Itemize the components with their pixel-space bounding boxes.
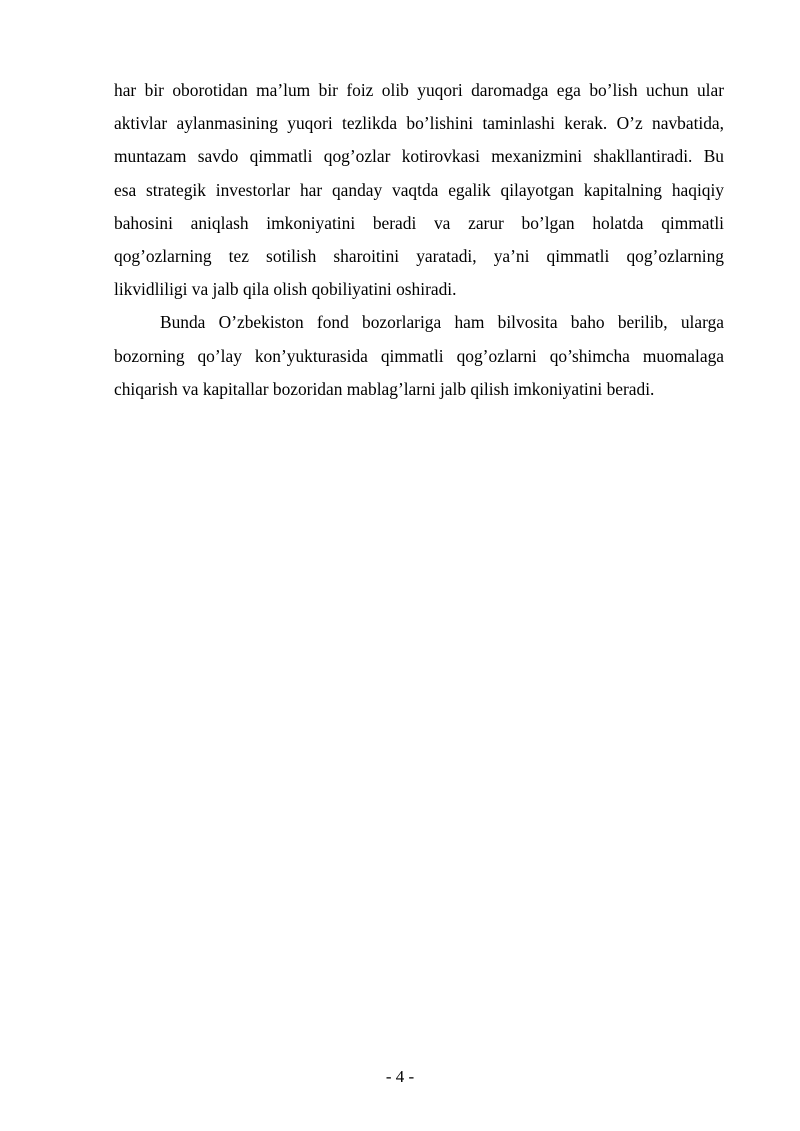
page-number: - 4 - (385, 1067, 415, 1086)
text-line: bahosini aniqlash imkoniyatini beradi va zarur bo’lgan holatda qimmatli (114, 212, 724, 233)
text-line: muntazam savdo qimmatli qog’ozlar kotirovkasi mexanizmini shakllantiradi. Bu (114, 146, 724, 167)
text-line: chiqarish va kapitallar bozoridan mablag’larni jalb qilish imkoniyatini beradi. (114, 378, 655, 399)
text-line: Bunda O’zbekiston fond bozorlariga ham bilvosita baho berilib, ularga (160, 312, 724, 333)
text-line: likvidliligi va jalb qila olish qobiliyatini oshiradi. (114, 279, 457, 300)
body-text (114, 74, 724, 406)
paragraph-1 (114, 74, 724, 306)
text-line: esa strategik investorlar har qanday vaqtda egalik qilayotgan kapitalning haqiqiy (114, 179, 724, 200)
text-line: qog’ozlarning tez sotilish sharoitini yaratadi, ya’ni qimmatli qog’ozlarning (114, 245, 724, 266)
text-line: har bir oborotidan ma’lum bir foiz olib yuqori daromadga ega bo’lish uchun ular (114, 80, 724, 100)
text-line: aktivlar aylanmasining yuqori tezlikda bo’lishini taminlashi kerak. O’z navbatida, (114, 113, 724, 134)
text-line: bozorning qo’lay kon’yukturasida qimmatli qog’ozlarni qo’shimcha muomalaga (114, 345, 724, 366)
paragraph-2 (114, 306, 724, 406)
